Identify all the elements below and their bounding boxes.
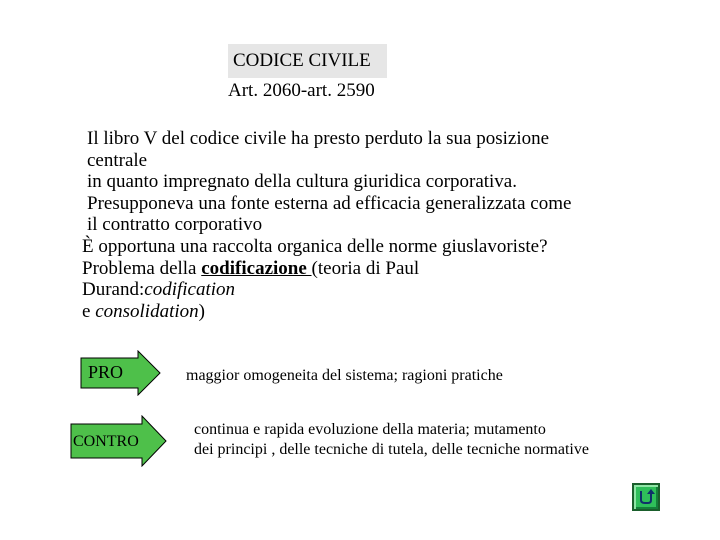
- body-line: centrale: [87, 149, 148, 171]
- body-line: Presupponeva una fonte esterna ad efficacia generalizzata come: [87, 192, 572, 214]
- body-text-fragment: Durand:: [82, 279, 145, 301]
- body-text-fragment: Problema della: [82, 257, 202, 279]
- body-text-fragment: (teoria di Paul: [311, 257, 420, 279]
- page-title: CODICE CIVILE: [228, 44, 387, 78]
- return-button[interactable]: [632, 483, 660, 511]
- body-line: in quanto impregnato della cultura giuridica corporativa.: [87, 171, 517, 193]
- contro-description-line2: dei principi , delle tecniche di tutela, delle tecniche normative: [194, 441, 589, 458]
- body-text-fragment: e: [82, 300, 96, 322]
- body-line: [82, 258, 642, 280]
- contro-description-line1: continua e rapida evoluzione della materia; mutamento: [194, 421, 546, 438]
- consolidation-term: consolidation: [95, 300, 199, 322]
- body-line: [82, 279, 642, 301]
- return-arrow-icon: [637, 488, 655, 506]
- body-line: È opportuna una raccolta organica delle norme giuslavoriste?: [82, 235, 548, 257]
- codificazione-term: codificazione: [201, 257, 312, 279]
- contro-label: CONTRO: [73, 433, 139, 450]
- body-line: [82, 301, 642, 323]
- body-text-fragment: ): [198, 300, 205, 322]
- body-line: Il libro V del codice civile ha presto perduto la sua posizione: [87, 128, 550, 149]
- page-subtitle: Art. 2060-art. 2590: [228, 80, 375, 101]
- codification-term: codification: [144, 279, 236, 301]
- pro-label: PRO: [88, 362, 124, 382]
- body-text: [82, 128, 642, 322]
- body-line: il contratto corporativo: [87, 214, 263, 236]
- pro-description: maggior omogeneita del sistema; ragioni pratiche: [186, 367, 503, 384]
